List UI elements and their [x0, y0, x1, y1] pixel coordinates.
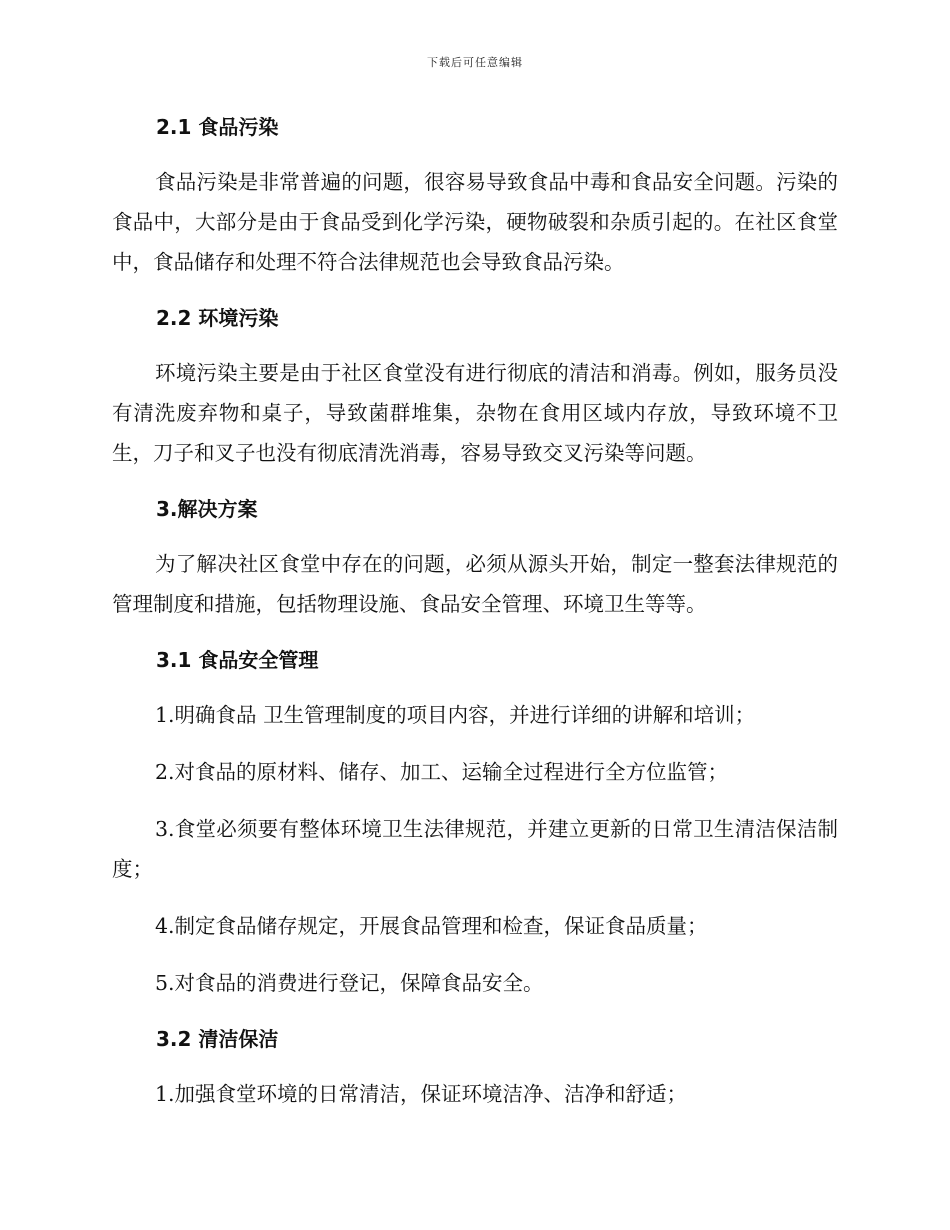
paragraph-2-2: 环境污染主要是由于社区食堂没有进行彻底的清洁和消毒。例如，服务员没有清洗废弃物和桌子，导致菌群堆集，杂物在食用区域内存放，导致环境不卫生，刀子和叉子也没有彻底清洗消毒，容易导致交叉污染等问题。 — [112, 361, 838, 465]
list-item: 2.对食品的原材料、储存、加工、运输全过程进行全方位监管； — [155, 760, 729, 784]
heading-3-1: 3.1 食品安全管理 — [156, 648, 319, 672]
list-item: 3.食堂必须要有整体环境卫生法律规范，并建立更新的日常卫生清洁保洁制度； — [112, 817, 838, 881]
page-header: 下载后可任意编辑 — [427, 56, 523, 69]
heading-2-2: 2.2 环境污染 — [156, 306, 279, 330]
paragraph-3: 为了解决社区食堂中存在的问题，必须从源头开始，制定一整套法律规范的管理制度和措施，包括物理设施、食品安全管理、环境卫生等等。 — [112, 552, 838, 616]
list-item: 5.对食品的消费进行登记，保障食品安全。 — [155, 971, 544, 995]
list-item: 1.明确食品 卫生管理制度的项目内容，并进行详细的讲解和培训； — [155, 703, 756, 727]
heading-2-1: 2.1 食品污染 — [156, 115, 279, 139]
list-item: 1.加强食堂环境的日常清洁，保证环境洁净、洁净和舒适； — [155, 1082, 688, 1106]
document-body — [112, 108, 838, 1114]
heading-3: 3.解决方案 — [156, 497, 258, 521]
heading-3-2: 3.2 清洁保洁 — [156, 1027, 279, 1051]
paragraph-2-1: 食品污染是非常普遍的问题，很容易导致食品中毒和食品安全问题。污染的食品中，大部分是由于食品受到化学污染，硬物破裂和杂质引起的。在社区食堂中，食品储存和处理不符合法律规范也会导致食品污染。 — [112, 170, 838, 274]
list-item: 4.制定食品储存规定，开展食品管理和检查，保证食品质量； — [155, 914, 708, 938]
